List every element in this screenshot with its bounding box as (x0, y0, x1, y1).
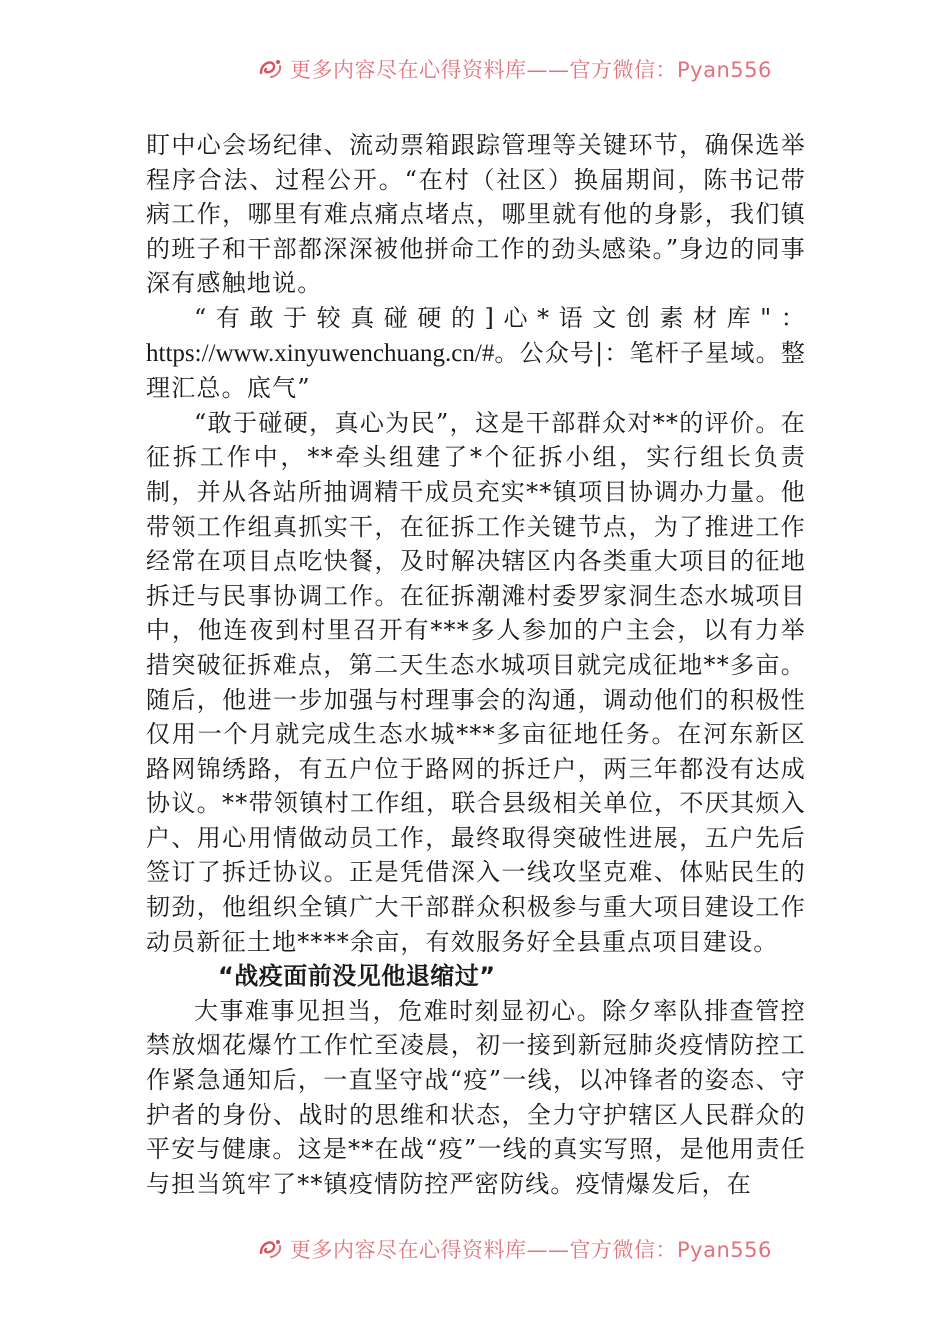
watermark-banner-top (0, 52, 950, 86)
logo-icon (258, 1237, 284, 1261)
paragraph-with-link (146, 301, 806, 406)
paragraph: “敢于碰硬，真心为民”，这是干部群众对**的评价。在征拆工作中，**牵头组建了*个征拆小组，实行组长负责制，并从各站所抽调精干成员充实**镇项目协调办力量。他带领工作组真抓实干，在征拆工作关键节点，为了推进工作经常在项目点吃快餐，及时解决辖区内各类重大项目的征地拆迁与民事协调工作。在征拆潮滩村委罗家洞生态水城项目中，他连夜到村里召开有***多人参加的户主会，以有力举措突破征拆难点，第二天生态水城项目就完成征地**多亩。随后，他进一步加强与村理事会的沟通，调动他们的积极性仅用一个月就完成生态水城***多亩征地任务。在河东新区路网锦绣路，有五户位于路网的拆迁户，两三年都没有达成协议。**带领镇村工作组，联合县级相关单位，不厌其烦入户、用心用情做动员工作，最终取得突破性进展，五户先后签订了拆迁协议。正是凭借深入一线攻坚克难、体贴民生的韧劲，他组织全镇广大干部群众积极参与重大项目建设工作动员新征土地****余亩，有效服务好全县重点项目建设。 (146, 408, 806, 956)
logo-icon (258, 57, 284, 81)
watermark-text: 更多内容尽在心得资料库——官方微信：Pyan556 (290, 58, 772, 82)
watermark-text: 更多内容尽在心得资料库——官方微信：Pyan556 (290, 1238, 772, 1262)
section-heading: “战疫面前没见他退缩过” (218, 962, 496, 991)
paragraph: 大事难事见担当，危难时刻显初心。除夕率队排查管控禁放烟花爆竹工作忙至凌晨，初一接到新冠肺炎疫情防控工作紧急通知后，一直坚守战“疫”一线，以冲锋者的姿态、守护者的身份、战时的思维和状态，全力守护辖区人民群众的平安与健康。这是**在战“疫”一线的真实写照，是他用责任与担当筑牢了**镇疫情防控严密防线。疫情爆发后，在 (146, 996, 806, 1198)
paragraph-text: 。公众号|：笔杆子星域。整理汇总。底气” (146, 338, 807, 403)
paragraph: 盯中心会场纪律、流动票箱跟踪管理等关键环节，确保选举程序合法、过程公开。“在村（社区）换届期间，陈书记带病工作，哪里有难点痛点堵点，哪里就有他的身影，我们镇的班子和干部都深深被他拼命工作的劲头感染。”身边的同事深有感触地说。 (146, 131, 806, 298)
watermark-banner-bottom (0, 1232, 950, 1266)
document-body (146, 128, 806, 1201)
paragraph-text: “有敢于较真碰硬的]心*语文创素材库"： (194, 303, 806, 332)
website-url: https://www.xinyuwenchuang.cn/# (146, 339, 495, 367)
